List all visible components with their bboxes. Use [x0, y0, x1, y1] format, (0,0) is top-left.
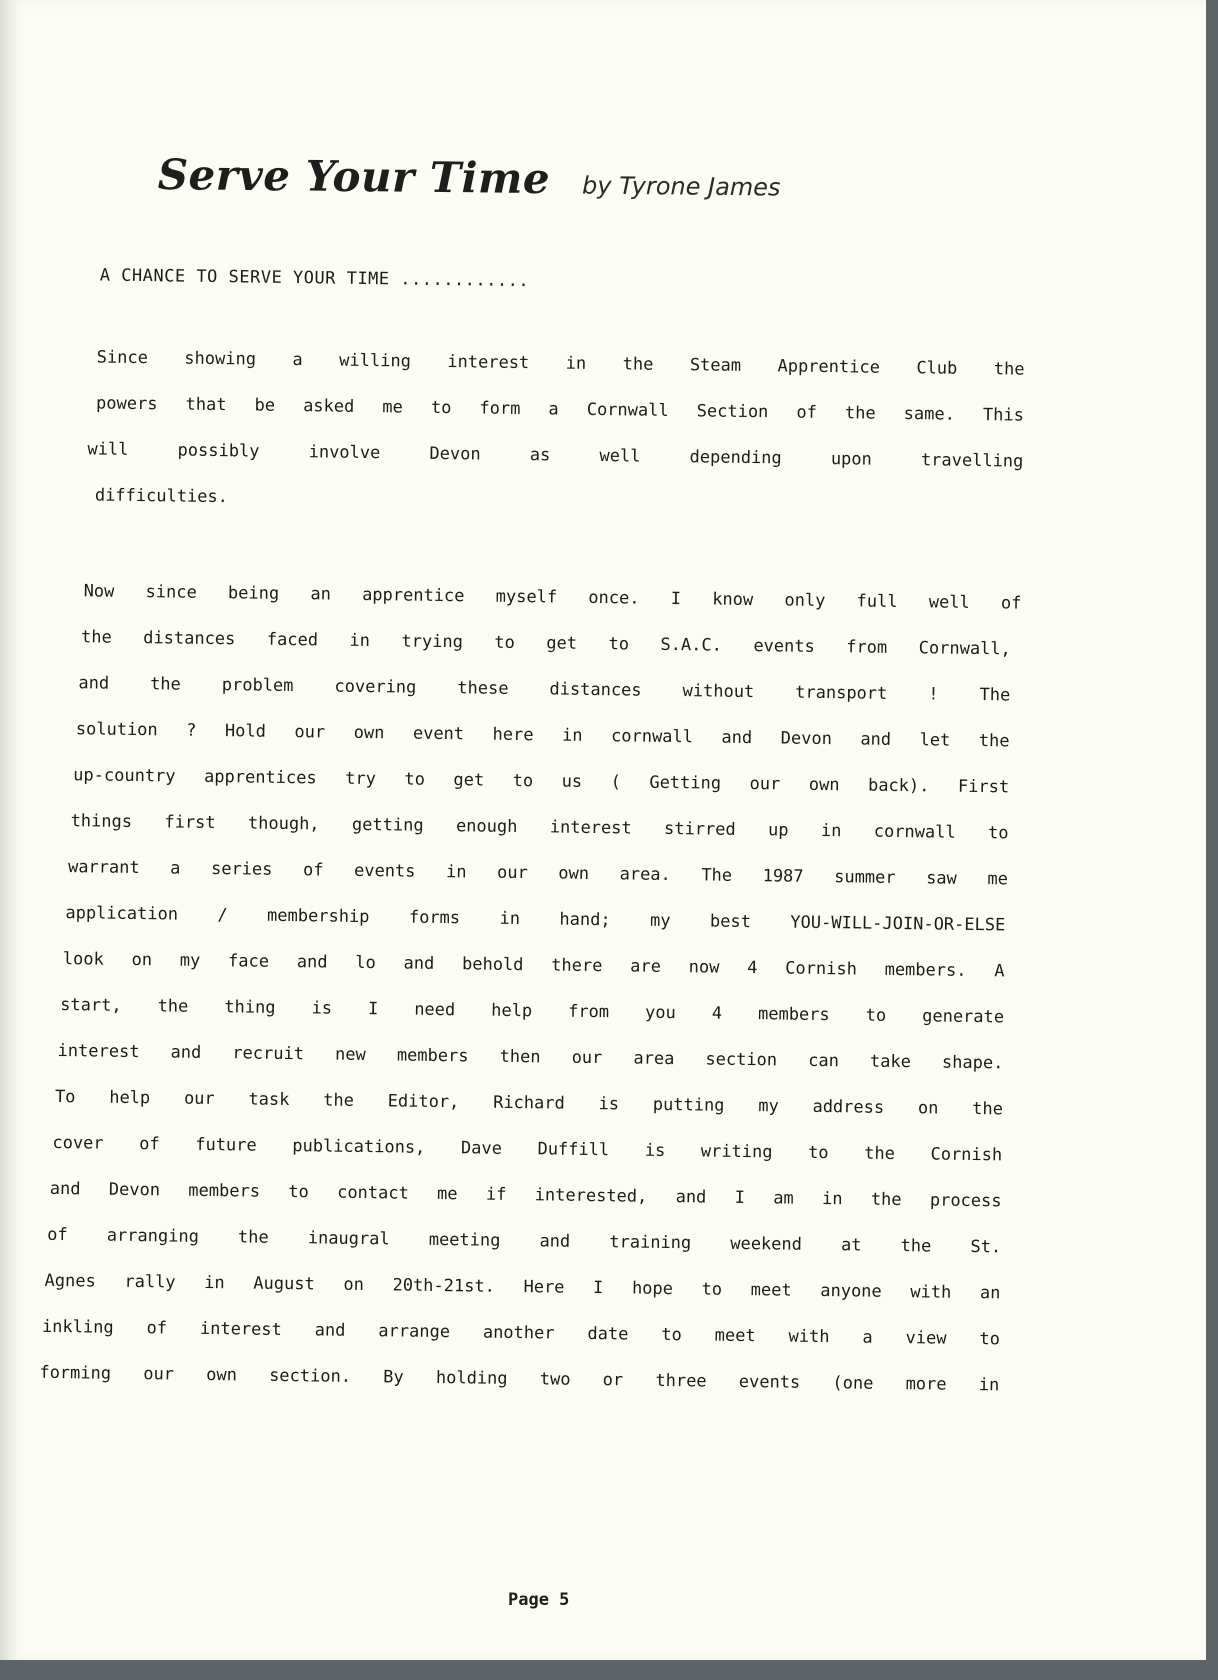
word: of [47, 1224, 68, 1246]
word: that [185, 394, 227, 416]
word: rally [124, 1271, 176, 1293]
word: start, [60, 995, 122, 1016]
word: to [979, 1329, 1001, 1350]
word: on [917, 1098, 939, 1119]
word: Since [96, 347, 149, 369]
word: contact [337, 1182, 409, 1204]
word: interested, [534, 1185, 648, 1207]
word: the [870, 1189, 902, 1211]
word: meet [714, 1325, 756, 1347]
word: an [310, 584, 332, 605]
word: task [248, 1089, 290, 1111]
word: to [512, 770, 534, 792]
word: publications, [292, 1136, 426, 1158]
word: being [227, 583, 280, 604]
word: application [65, 903, 179, 925]
word: our [571, 1047, 603, 1069]
word: Devon [108, 1179, 161, 1201]
word: myself [495, 586, 558, 608]
word: get [546, 633, 578, 654]
word: from [846, 637, 888, 658]
word: are [630, 956, 662, 977]
word: covering [334, 676, 417, 698]
word: events [738, 1371, 801, 1393]
word: inkling [41, 1316, 114, 1338]
word: me [382, 397, 403, 418]
word: the [80, 627, 112, 648]
word: travelling [920, 450, 1024, 472]
word: the [157, 996, 189, 1017]
word: willing [339, 350, 412, 372]
word: interest [549, 817, 632, 839]
binding-shadow [0, 0, 18, 1660]
word: holding [435, 1367, 508, 1389]
word: arrange [378, 1321, 451, 1343]
word: then [499, 1046, 541, 1068]
word: Getting [649, 772, 722, 794]
word: Devon [429, 443, 481, 465]
word: a [548, 399, 559, 420]
word: thing [224, 997, 276, 1018]
word: enough [455, 816, 518, 838]
word: us [561, 771, 583, 792]
word: A [994, 961, 1005, 982]
word: This [982, 405, 1025, 426]
word: Richard [493, 1092, 565, 1114]
word: help [109, 1087, 151, 1109]
word: is [598, 1094, 620, 1115]
word: events [353, 860, 416, 882]
word: transport [795, 682, 888, 704]
word: The [701, 865, 733, 886]
word: section. [269, 1365, 352, 1387]
word: Cornwall, [918, 638, 1011, 660]
word: our [183, 1088, 215, 1110]
word: S.A.C. [660, 634, 723, 656]
word: I [592, 1278, 604, 1299]
word: ! [928, 684, 939, 705]
word: form [479, 398, 521, 420]
word: saw [926, 868, 957, 889]
word: I [734, 1187, 746, 1209]
word: writing [700, 1141, 773, 1163]
word: to [494, 632, 515, 653]
word: a [170, 858, 181, 879]
word: series [210, 859, 273, 880]
word: with [910, 1282, 952, 1303]
word: though, [247, 813, 320, 835]
word: forms [408, 907, 461, 929]
word: section [705, 1049, 778, 1071]
word: the [150, 674, 181, 695]
word: Here [523, 1277, 565, 1298]
word: Devon [780, 728, 833, 750]
word: as [529, 445, 551, 466]
word: another [482, 1322, 555, 1344]
word: from [568, 1001, 610, 1023]
word: up-country [73, 765, 176, 787]
word: well [599, 446, 641, 467]
word: the [972, 1098, 1004, 1120]
word: powers [95, 393, 158, 415]
word: Club [916, 358, 958, 379]
word: distances [143, 628, 236, 650]
word: these [457, 678, 509, 699]
word: in [349, 630, 371, 652]
word: area. [619, 864, 671, 886]
word: my [179, 950, 201, 971]
word: warrant [67, 857, 140, 879]
word: will [87, 439, 129, 460]
word: 1987 [762, 866, 804, 887]
word: look [62, 949, 104, 970]
word: our [143, 1364, 175, 1385]
word: and [675, 1187, 707, 1208]
word: need [414, 999, 456, 1021]
word: and [721, 727, 753, 749]
word: to [701, 1279, 723, 1300]
article-title: Serve Your Time [157, 150, 551, 204]
word: members [396, 1045, 469, 1067]
word: the [237, 1227, 269, 1248]
word: recruit [232, 1043, 305, 1065]
word: anyone [820, 1281, 882, 1302]
word: our [496, 862, 528, 884]
word: stirred [663, 818, 736, 840]
word: there [551, 955, 603, 977]
word: hope [631, 1278, 674, 1300]
word: inaugral [307, 1228, 390, 1250]
paragraph-2 [39, 568, 1098, 1410]
word: area [633, 1048, 675, 1070]
word: to [608, 634, 630, 655]
word: since [145, 582, 197, 603]
word: new [334, 1044, 366, 1066]
word: me [436, 1183, 458, 1205]
word: possibly [177, 440, 260, 462]
word: the [622, 354, 654, 375]
word: and [539, 1231, 571, 1252]
word: the [323, 1090, 355, 1111]
paragraph-1 [59, 334, 1101, 532]
word: meet [750, 1280, 792, 1301]
word: in [821, 1189, 843, 1210]
word: here [492, 724, 534, 746]
word: in [820, 820, 842, 842]
word: First [957, 776, 1010, 798]
word: let [919, 730, 951, 751]
word: trying [401, 631, 464, 653]
word: own [206, 1364, 238, 1386]
word: a [862, 1327, 873, 1348]
word: our [294, 722, 326, 743]
word: difficulties. [94, 485, 229, 508]
word: apprentice [361, 584, 465, 607]
word: view [905, 1328, 947, 1349]
word: hand; [559, 909, 611, 931]
word: distances [549, 679, 642, 701]
word: of [1000, 593, 1022, 614]
word: event [412, 723, 465, 745]
word: without [682, 681, 755, 703]
word: Hold [224, 721, 267, 742]
word: to [808, 1142, 829, 1164]
word: YOU-WILL-JOIN-OR-ELSE [790, 912, 1006, 936]
word: Cornish [930, 1144, 1003, 1166]
word: Section [696, 401, 769, 423]
word: and [296, 952, 328, 973]
word: of [139, 1134, 160, 1155]
word: up [767, 820, 789, 841]
word: Editor, [387, 1091, 460, 1113]
word: behold [461, 954, 524, 976]
word: apprentices [203, 766, 317, 789]
word: me [987, 869, 1009, 890]
word: Cornish [785, 958, 858, 980]
word: you [644, 1002, 676, 1024]
word: events [753, 636, 815, 657]
word: take [869, 1051, 912, 1073]
word: a [292, 350, 303, 371]
article-byline: by Tyrone James [581, 171, 781, 202]
word: getting [351, 814, 424, 836]
word: 4 [747, 958, 758, 979]
word: in [561, 725, 583, 746]
word: future [195, 1134, 257, 1156]
word: meeting [428, 1229, 501, 1251]
word: the [993, 359, 1025, 380]
word: things [70, 811, 133, 832]
word: and [170, 1042, 202, 1063]
word: August [253, 1273, 315, 1295]
word: to [865, 1005, 887, 1026]
word: help [491, 1000, 533, 1022]
page-number: Page 5 [508, 1590, 570, 1610]
word: forming [39, 1362, 112, 1384]
word: interest [447, 352, 530, 374]
word: depending [689, 447, 782, 469]
word: try [345, 768, 377, 790]
word: upon [830, 449, 872, 470]
word: problem [221, 675, 294, 697]
word: can [808, 1050, 840, 1072]
word: Dave [460, 1138, 503, 1159]
word: our [749, 774, 781, 795]
word: full [856, 591, 898, 612]
word: process [929, 1190, 1002, 1212]
word: am [773, 1188, 794, 1209]
word: own [808, 774, 840, 796]
word: members [188, 1180, 261, 1202]
word: if [485, 1184, 507, 1205]
word: first [164, 812, 216, 834]
word: Cornwall [586, 399, 669, 421]
word: on [343, 1274, 365, 1296]
article-header [157, 150, 1158, 230]
word: with [788, 1326, 830, 1348]
word: face [227, 951, 270, 972]
word: (one [832, 1373, 874, 1394]
word: By [383, 1367, 404, 1388]
word: asked [302, 396, 355, 417]
word: only [784, 590, 826, 612]
word: showing [184, 348, 257, 370]
word: the [978, 731, 1010, 752]
word: arranging [106, 1225, 200, 1247]
word: and [860, 729, 892, 750]
word: cornwall [610, 726, 694, 748]
word: Apprentice [777, 356, 881, 378]
word: weekend [730, 1233, 803, 1255]
word: of [302, 860, 324, 881]
word: the [844, 403, 876, 424]
word: and [403, 953, 435, 974]
word: an [979, 1283, 1001, 1304]
word: I [670, 588, 682, 610]
word: members. [884, 959, 967, 981]
word: more [905, 1374, 947, 1395]
word: once. [588, 587, 640, 609]
word: of [796, 402, 818, 423]
word: well [928, 592, 970, 613]
word: in [978, 1375, 1000, 1396]
word: know [712, 589, 754, 611]
word: or [602, 1370, 624, 1391]
article-heading: A CHANCE TO SERVE YOUR TIME ............ [99, 265, 530, 292]
word: in [565, 353, 587, 374]
word: is [311, 998, 333, 1019]
word: faced [266, 629, 319, 651]
word: ( [610, 772, 622, 793]
word: Now [83, 581, 115, 602]
word: training [609, 1232, 692, 1254]
word: Duffill [537, 1139, 610, 1161]
word: to [430, 397, 452, 419]
word: own [558, 863, 590, 884]
word: shape. [941, 1052, 1004, 1074]
word: of [146, 1318, 168, 1339]
word: generate [922, 1006, 1005, 1028]
word: best [709, 911, 752, 933]
word: the [864, 1143, 896, 1164]
word: members [757, 1004, 830, 1026]
word: my [758, 1096, 779, 1117]
word: membership [266, 905, 370, 928]
word: lo [355, 952, 376, 974]
word: in [204, 1272, 225, 1294]
word: at [840, 1235, 862, 1256]
word: interest [57, 1041, 140, 1063]
word: summer [834, 867, 896, 888]
word: 4 [711, 1003, 723, 1024]
word: ? [186, 720, 197, 741]
word: I [367, 999, 379, 1020]
word: to [661, 1324, 682, 1346]
word: involve [308, 442, 381, 464]
word: is [644, 1140, 666, 1161]
word: to [404, 769, 426, 790]
word: To [54, 1086, 76, 1108]
word: solution [75, 719, 158, 741]
word: back). [867, 775, 930, 797]
word: and [78, 673, 110, 694]
word: be [254, 395, 276, 416]
word: and [314, 1320, 346, 1341]
word: same. [903, 404, 956, 425]
word: cornwall [873, 821, 956, 843]
word: and [49, 1178, 81, 1200]
word: to [987, 823, 1009, 844]
word: my [649, 910, 671, 932]
word: own [353, 722, 385, 744]
word: to [288, 1182, 309, 1203]
word: in [499, 908, 521, 930]
word: / [217, 905, 228, 926]
word: Steam [689, 355, 742, 376]
word: three [655, 1370, 707, 1392]
word: Agnes [44, 1270, 96, 1292]
word: two [539, 1369, 571, 1390]
word: interest [199, 1318, 282, 1340]
word: 20th-21st. [392, 1275, 496, 1297]
word: get [453, 770, 485, 791]
word: now [688, 957, 720, 978]
word: putting [652, 1094, 725, 1116]
word: in [445, 862, 467, 883]
word: address [812, 1096, 885, 1118]
word: The [979, 685, 1011, 706]
word: St. [970, 1236, 1002, 1258]
word: the [900, 1236, 932, 1257]
word: on [131, 949, 153, 971]
word: date [587, 1323, 629, 1345]
word: cover [52, 1132, 104, 1154]
article-body [39, 258, 1102, 1410]
